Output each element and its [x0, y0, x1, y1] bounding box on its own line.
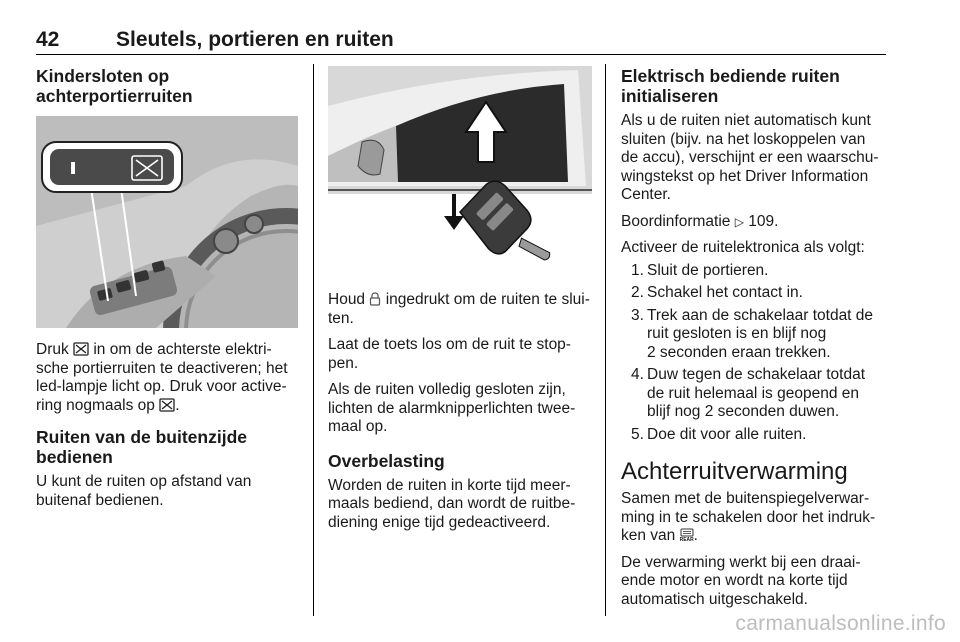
page-title: Sleutels, portieren en ruiten	[116, 28, 394, 51]
column-divider-2	[605, 64, 606, 616]
paragraph-overbelasting: Worden de ruiten in korte tijd meer- maals bediend, dan wordt de ruitbe- diening enige tijd gedeactiveerd.	[328, 476, 576, 531]
paragraph-alarm: Als de ruiten volledig gesloten zijn, lichten de alarmknipperlichten twee- maal op.	[328, 381, 576, 435]
header-rule	[36, 54, 886, 55]
watermark: carmanualsonline.info	[735, 612, 946, 635]
step-item: 5. Doe dit voor alle ruiten.	[631, 425, 807, 443]
column-2	[328, 291, 598, 540]
section-heading-initialiseren: Elektrisch bediende ruiten initialiseren	[621, 66, 840, 106]
page-number: 42	[36, 28, 60, 51]
section-heading-overbelasting: Overbelasting	[328, 450, 445, 471]
paragraph-achterruit: Samen met de buitenspiegelverwar- ming in te schakelen door het indruk- ken van REAR .	[621, 490, 876, 544]
step-item: 4. Duw tegen de schakelaar totdat de ruit helemaal is geopend en blijf nog 2 seconden duwen.	[631, 366, 865, 420]
steps-list	[621, 262, 889, 445]
step-item: 1. Sluit de portieren.	[631, 261, 769, 279]
step-item: 3. Trek aan de schakelaar totdat de ruit gesloten is en blijf nog 2 seconden eraan trekken.	[631, 306, 874, 361]
column-1-lower	[36, 341, 304, 518]
section-heading-buitenzijde: Ruiten van de buitenzijde bedienen	[36, 427, 247, 467]
reference-arrow-icon: ▷	[734, 214, 744, 229]
column-3	[621, 66, 889, 617]
paragraph-buitenzijde: U kunt de ruiten op afstand van buitenaf bedienen.	[36, 473, 252, 509]
column-1	[36, 66, 304, 112]
reference-page-link[interactable]: 109.	[748, 212, 779, 230]
car-window-key-illustration	[328, 66, 592, 288]
paragraph-activeer: Activeer de ruitelektronica als volgt:	[621, 239, 865, 256]
paragraph-initialiseren: Als u de ruiten niet automatisch kunt sluiten (bijv. na het loskoppelen van de accu), verschijnt er een waarschu- wingstekst op het Driver Information Center.	[621, 112, 879, 203]
child-lock-window-icon	[73, 342, 89, 356]
section-heading-achterruitverwarming: Achterruitverwarming	[621, 458, 848, 485]
step-item: 2. Schakel het contact in.	[631, 284, 803, 301]
page-header	[36, 28, 886, 52]
paragraph-laat: Laat de toets los om de ruit te stop- pen.	[328, 336, 571, 372]
lock-key-icon	[369, 292, 381, 306]
column-divider-1	[313, 64, 314, 616]
door-switch-illustration	[36, 116, 298, 328]
paragraph-houd: Houd ingedrukt om de ruiten te slui- ten.	[328, 291, 590, 327]
section-heading-kindersloten: Kindersloten op achterportierruiten	[36, 66, 193, 106]
paragraph-verwarming: De verwarming werkt bij een draai- ende motor en wordt na korte tijd automatisch uitgeschakeld.	[621, 553, 861, 608]
paragraph-boordinformatie: Boordinformatie ▷ 109.	[621, 212, 779, 230]
rear-window-heater-icon: REAR	[680, 528, 694, 543]
child-lock-window-icon	[159, 398, 175, 412]
paragraph-kindersloten: Druk in om de achterste elektri- sche portierruiten te deactiveren; het led-lampje licht op. Druk voor active- ring nogmaals op .	[36, 341, 288, 414]
